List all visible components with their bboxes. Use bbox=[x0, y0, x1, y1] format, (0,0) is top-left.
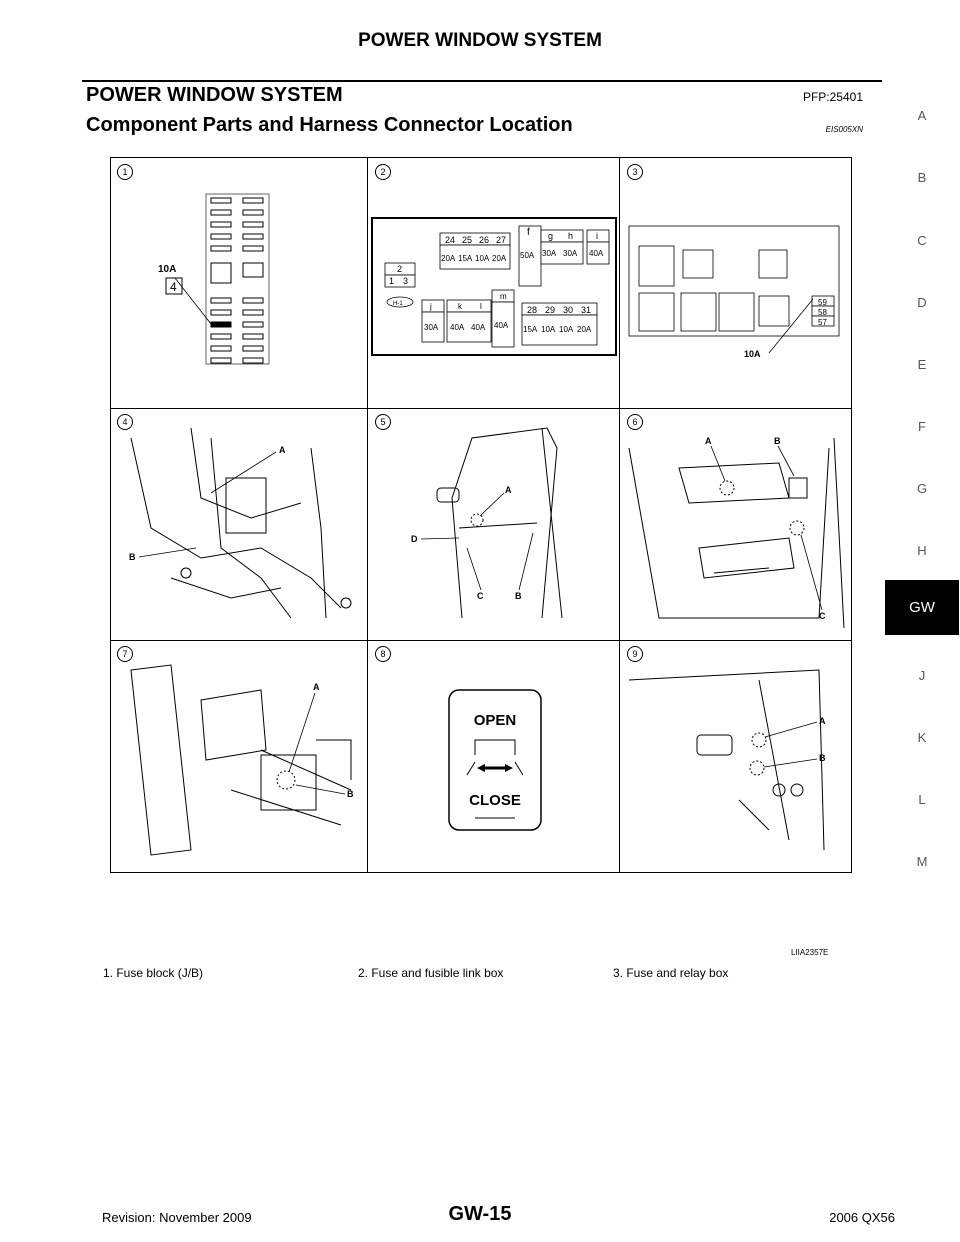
tab-b[interactable]: B bbox=[917, 170, 927, 185]
callout-label: B bbox=[515, 591, 522, 601]
fuse-number: 2 bbox=[397, 264, 403, 274]
fuse-number: 26 bbox=[479, 235, 490, 245]
fuse-amp: 15A bbox=[523, 325, 538, 334]
fuse-letter: f bbox=[527, 227, 530, 238]
fuse-letter: i bbox=[596, 231, 598, 241]
panel-number: 9 bbox=[627, 646, 643, 662]
fuse-number: 24 bbox=[445, 235, 456, 245]
panel-number: 1 bbox=[117, 164, 133, 180]
fuse-number: 27 bbox=[496, 235, 507, 245]
fuse-letter: g bbox=[548, 231, 554, 241]
fuse-number: 30 bbox=[563, 305, 574, 315]
fuse-label: 10A bbox=[744, 349, 761, 359]
footer-page-number: GW-15 bbox=[448, 1203, 512, 1225]
fuse-amp: 40A bbox=[494, 321, 509, 330]
back-door-illustration bbox=[619, 640, 851, 872]
fuse-amp: 50A bbox=[520, 251, 535, 260]
figure-code: LIIA2357E bbox=[791, 948, 829, 957]
fuse-number: 1 bbox=[389, 276, 395, 286]
tab-l[interactable]: L bbox=[918, 792, 926, 807]
panel-number: 2 bbox=[375, 164, 391, 180]
callout-label: B bbox=[347, 789, 354, 799]
fuse-amp: 40A bbox=[471, 323, 486, 332]
fuse-number: 25 bbox=[462, 235, 473, 245]
tab-k[interactable]: K bbox=[917, 730, 927, 745]
fuse-amp: 30A bbox=[563, 249, 578, 258]
callout-label: D bbox=[411, 534, 418, 544]
callout-label: B bbox=[129, 552, 136, 562]
panel-number: 8 bbox=[375, 646, 391, 662]
fuse-relay-box-diagram bbox=[619, 158, 851, 408]
panel-number: 5 bbox=[375, 414, 391, 430]
caption-item: 3. Fuse and relay box bbox=[613, 966, 729, 980]
tab-h[interactable]: H bbox=[917, 543, 927, 558]
callout-label: C bbox=[819, 611, 826, 621]
fuse-letter: m bbox=[500, 292, 507, 301]
switch-close-label: CLOSE bbox=[469, 792, 521, 809]
fuse-amp: 20A bbox=[492, 254, 507, 263]
highlighted-fuse bbox=[211, 322, 231, 327]
caption-item: 2. Fuse and fusible link box bbox=[358, 966, 504, 980]
callout-label: A bbox=[505, 485, 512, 495]
tab-c[interactable]: C bbox=[917, 233, 927, 248]
pfp-code: PFP:25401 bbox=[802, 90, 863, 104]
motor-illustration bbox=[111, 640, 367, 872]
fuse-letter: k bbox=[458, 302, 462, 311]
fuse-number: 59 bbox=[818, 298, 827, 307]
fuse-letter: j bbox=[430, 302, 432, 311]
panel-number: 3 bbox=[627, 164, 643, 180]
back-door-switch bbox=[367, 640, 619, 872]
subsection-code: EIS005XN bbox=[825, 125, 863, 134]
tab-g[interactable]: G bbox=[916, 481, 928, 496]
fuse-number: 4 bbox=[170, 280, 177, 294]
fuse-number: 28 bbox=[527, 305, 538, 315]
fuse-amp: 40A bbox=[589, 249, 604, 258]
fuse-amp: 15A bbox=[458, 254, 473, 263]
harness-illustration bbox=[111, 408, 367, 640]
panel-number: 7 bbox=[117, 646, 133, 662]
fuse-amp: 20A bbox=[577, 325, 592, 334]
fuse-amp: 30A bbox=[424, 323, 439, 332]
callout-label: B bbox=[774, 436, 781, 446]
callout-label: A bbox=[819, 716, 826, 726]
callout-label: A bbox=[279, 445, 286, 455]
fuse-letter: l bbox=[480, 302, 482, 311]
section-title: POWER WINDOW SYSTEM bbox=[86, 84, 343, 106]
callout-label: C bbox=[477, 591, 484, 601]
fuse-amp: 10A bbox=[475, 254, 490, 263]
subsection-title: Component Parts and Harness Connector Location bbox=[86, 114, 573, 136]
fuse-amp: 20A bbox=[441, 254, 456, 263]
fuse-number: 29 bbox=[545, 305, 556, 315]
fuse-label: 10A bbox=[158, 264, 177, 275]
fuse-amp: 10A bbox=[541, 325, 556, 334]
fuse-number: 57 bbox=[818, 318, 827, 327]
fuse-number: 3 bbox=[403, 276, 409, 286]
caption-item: 1. Fuse block (J/B) bbox=[103, 966, 204, 980]
footer-revision: Revision: November 2009 bbox=[102, 1210, 252, 1225]
callout-label: A bbox=[313, 682, 320, 692]
fusible-link-box-diagram bbox=[367, 158, 619, 408]
switch-open-label: OPEN bbox=[473, 712, 517, 729]
header-rule bbox=[82, 80, 882, 82]
connector-label: H-1 bbox=[393, 301, 403, 307]
tab-a[interactable]: A bbox=[917, 108, 927, 123]
door-trim-illustration bbox=[619, 408, 851, 640]
fuse-letter: h bbox=[568, 231, 574, 241]
tab-j[interactable]: J bbox=[918, 668, 926, 683]
footer-model: 2006 QX56 bbox=[829, 1210, 895, 1225]
tab-d[interactable]: D bbox=[917, 295, 927, 310]
tab-gw-active[interactable]: GW bbox=[885, 580, 959, 635]
fuse-amp: 10A bbox=[559, 325, 574, 334]
callout-label: B bbox=[819, 753, 826, 763]
fuse-block-diagram bbox=[111, 158, 367, 408]
fuse-number: 58 bbox=[818, 308, 827, 317]
fuse-number: 31 bbox=[581, 305, 592, 315]
tab-e[interactable]: E bbox=[917, 357, 927, 372]
tab-m[interactable]: M bbox=[916, 854, 928, 869]
front-door-illustration bbox=[367, 408, 619, 640]
panel-number: 4 bbox=[117, 414, 133, 430]
callout-label: A bbox=[705, 436, 712, 446]
running-header: POWER WINDOW SYSTEM bbox=[358, 30, 602, 51]
fuse-amp: 40A bbox=[450, 323, 465, 332]
panel-number: 6 bbox=[627, 414, 643, 430]
tab-f[interactable]: F bbox=[918, 419, 926, 434]
fuse-amp: 30A bbox=[542, 249, 557, 258]
component-location-figure bbox=[110, 157, 852, 873]
